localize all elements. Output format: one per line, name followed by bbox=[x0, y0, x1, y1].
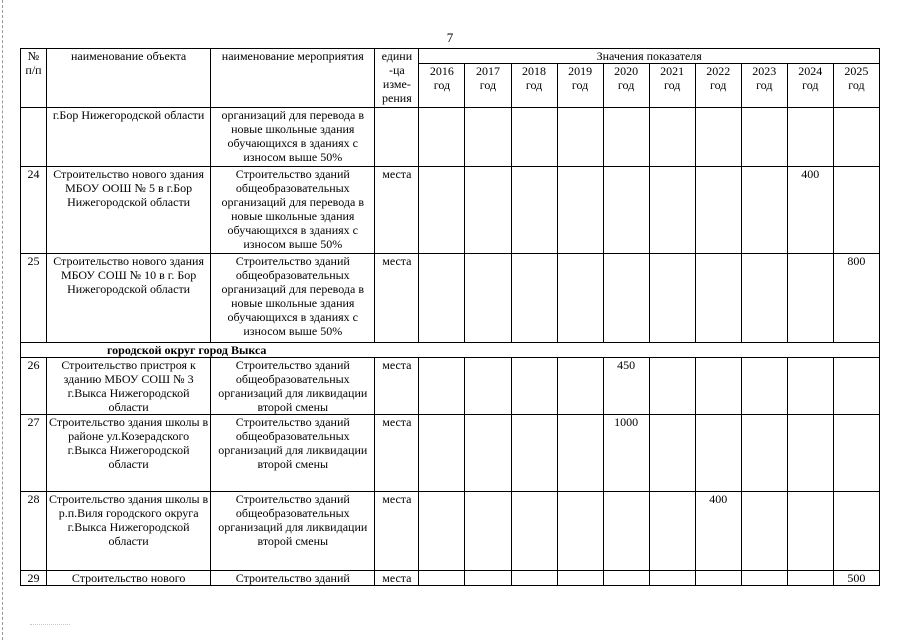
row-value-2023 bbox=[741, 108, 787, 167]
row-object: Строительство пристроя к зданию МБОУ СОШ № 3 г.Выкса Нижегородской области bbox=[47, 358, 211, 415]
row-value-2023 bbox=[741, 254, 787, 343]
row-value-2019 bbox=[557, 167, 603, 254]
row-value-2020 bbox=[603, 492, 649, 571]
header-object: наименование объекта bbox=[47, 49, 211, 108]
row-value-2020 bbox=[603, 571, 649, 586]
row-value-2020: 1000 bbox=[603, 415, 649, 492]
row-unit: места bbox=[375, 415, 419, 492]
header-year-2024: 2024 год bbox=[787, 64, 833, 108]
table-row bbox=[21, 571, 880, 586]
row-value-2021 bbox=[649, 108, 695, 167]
row-value-2021 bbox=[649, 167, 695, 254]
row-num: 27 bbox=[21, 415, 47, 492]
row-object: Строительство здания школы в р.п.Виля городского округа г.Выкса Нижегородской области bbox=[47, 492, 211, 571]
row-value-2017 bbox=[465, 108, 511, 167]
row-value-2017 bbox=[465, 167, 511, 254]
row-value-2018 bbox=[511, 492, 557, 571]
row-object: Строительство здания школы в районе ул.Козерадского г.Выкса Нижегородской области bbox=[47, 415, 211, 492]
row-value-2024 bbox=[787, 492, 833, 571]
row-value-2016 bbox=[419, 571, 465, 586]
row-object: Строительство нового здания МБОУ ООШ № 5 в г.Бор Нижегородской области bbox=[47, 167, 211, 254]
row-value-2019 bbox=[557, 358, 603, 415]
section-row bbox=[21, 343, 880, 358]
row-value-2017 bbox=[465, 571, 511, 586]
table-row bbox=[21, 167, 880, 254]
row-value-2024 bbox=[787, 571, 833, 586]
table-row bbox=[21, 492, 880, 571]
header-unit: едини -ца изме- рения bbox=[375, 49, 419, 108]
row-unit: места bbox=[375, 167, 419, 254]
row-value-2022 bbox=[695, 571, 741, 586]
row-value-2025 bbox=[833, 358, 879, 415]
row-value-2019 bbox=[557, 571, 603, 586]
row-value-2022 bbox=[695, 415, 741, 492]
row-value-2024 bbox=[787, 415, 833, 492]
row-value-2025 bbox=[833, 108, 879, 167]
row-value-2019 bbox=[557, 415, 603, 492]
row-value-2021 bbox=[649, 571, 695, 586]
row-value-2020: 450 bbox=[603, 358, 649, 415]
row-value-2018 bbox=[511, 108, 557, 167]
row-value-2016 bbox=[419, 415, 465, 492]
row-unit: места bbox=[375, 254, 419, 343]
row-value-2018 bbox=[511, 571, 557, 586]
row-value-2021 bbox=[649, 358, 695, 415]
row-value-2023 bbox=[741, 492, 787, 571]
row-unit: места bbox=[375, 571, 419, 586]
row-measure: организаций для перевода в новые школьные здания обучающихся в зданиях с износом выше 50% bbox=[211, 108, 375, 167]
row-measure: Строительство зданий общеобразовательных организаций для перевода в новые школьные здания обучающихся в зданиях с износом выше 50% bbox=[211, 167, 375, 254]
row-value-2016 bbox=[419, 254, 465, 343]
row-value-2024: 400 bbox=[787, 167, 833, 254]
row-num: 29 bbox=[21, 571, 47, 586]
row-measure: Строительство зданий общеобразовательных организаций для ликвидации второй смены bbox=[211, 492, 375, 571]
row-value-2023 bbox=[741, 358, 787, 415]
row-unit: места bbox=[375, 358, 419, 415]
row-measure: Строительство зданий bbox=[211, 571, 375, 586]
header-measure: наименование мероприятия bbox=[211, 49, 375, 108]
row-value-2025 bbox=[833, 415, 879, 492]
row-value-2024 bbox=[787, 108, 833, 167]
page-number: 7 bbox=[446, 30, 454, 45]
row-num: 24 bbox=[21, 167, 47, 254]
row-value-2021 bbox=[649, 415, 695, 492]
row-num: 28 bbox=[21, 492, 47, 571]
row-value-2017 bbox=[465, 358, 511, 415]
row-value-2017 bbox=[465, 254, 511, 343]
header-year-2020: 2020 год bbox=[603, 64, 649, 108]
header-year-2016: 2016 год bbox=[419, 64, 465, 108]
row-value-2019 bbox=[557, 108, 603, 167]
row-num bbox=[21, 108, 47, 167]
row-value-2020 bbox=[603, 108, 649, 167]
header-year-2017: 2017 год bbox=[465, 64, 511, 108]
table-row bbox=[21, 254, 880, 343]
header-year-2018: 2018 год bbox=[511, 64, 557, 108]
section-title: городской округ город Выкса bbox=[21, 343, 880, 358]
row-num: 25 bbox=[21, 254, 47, 343]
row-value-2024 bbox=[787, 254, 833, 343]
row-value-2022 bbox=[695, 254, 741, 343]
page-edge-rule bbox=[2, 0, 3, 640]
row-value-2022 bbox=[695, 167, 741, 254]
header-values-title: Значения показателя bbox=[419, 49, 880, 64]
table-row bbox=[21, 108, 880, 167]
row-object: Строительство нового здания МБОУ СОШ № 10 в г. Бор Нижегородской области bbox=[47, 254, 211, 343]
row-value-2019 bbox=[557, 492, 603, 571]
row-value-2025 bbox=[833, 492, 879, 571]
row-value-2017 bbox=[465, 492, 511, 571]
indicator-table bbox=[20, 48, 880, 586]
row-value-2022: 400 bbox=[695, 492, 741, 571]
row-value-2017 bbox=[465, 415, 511, 492]
row-value-2016 bbox=[419, 108, 465, 167]
row-value-2016 bbox=[419, 167, 465, 254]
table-row bbox=[21, 358, 880, 415]
row-value-2023 bbox=[741, 167, 787, 254]
row-value-2025: 500 bbox=[833, 571, 879, 586]
row-value-2025 bbox=[833, 167, 879, 254]
row-value-2021 bbox=[649, 492, 695, 571]
row-value-2023 bbox=[741, 571, 787, 586]
header-year-2025: 2025 год bbox=[833, 64, 879, 108]
row-object: г.Бор Нижегородской области bbox=[47, 108, 211, 167]
row-object: Строительство нового bbox=[47, 571, 211, 586]
header-year-2021: 2021 год bbox=[649, 64, 695, 108]
row-value-2020 bbox=[603, 167, 649, 254]
row-value-2023 bbox=[741, 415, 787, 492]
header-row-1 bbox=[21, 49, 880, 64]
row-value-2018 bbox=[511, 254, 557, 343]
header-year-2023: 2023 год bbox=[741, 64, 787, 108]
table-row bbox=[21, 415, 880, 492]
row-value-2022 bbox=[695, 358, 741, 415]
row-value-2025: 800 bbox=[833, 254, 879, 343]
header-year-2022: 2022 год bbox=[695, 64, 741, 108]
row-value-2019 bbox=[557, 254, 603, 343]
row-value-2018 bbox=[511, 167, 557, 254]
row-value-2016 bbox=[419, 492, 465, 571]
row-num: 26 bbox=[21, 358, 47, 415]
row-measure: Строительство зданий общеобразовательных организаций для перевода в новые школьные здания обучающихся в зданиях с износом выше 50% bbox=[211, 254, 375, 343]
row-value-2018 bbox=[511, 358, 557, 415]
row-value-2021 bbox=[649, 254, 695, 343]
scan-artifact bbox=[30, 624, 70, 625]
row-unit: места bbox=[375, 492, 419, 571]
row-value-2022 bbox=[695, 108, 741, 167]
header-num: № п/п bbox=[21, 49, 47, 108]
row-measure: Строительство зданий общеобразовательных организаций для ликвидации второй смены bbox=[211, 415, 375, 492]
row-value-2016 bbox=[419, 358, 465, 415]
header-year-2019: 2019 год bbox=[557, 64, 603, 108]
row-value-2018 bbox=[511, 415, 557, 492]
row-value-2024 bbox=[787, 358, 833, 415]
row-measure: Строительство зданий общеобразовательных организаций для ликвидации второй смены bbox=[211, 358, 375, 415]
row-value-2020 bbox=[603, 254, 649, 343]
row-unit bbox=[375, 108, 419, 167]
